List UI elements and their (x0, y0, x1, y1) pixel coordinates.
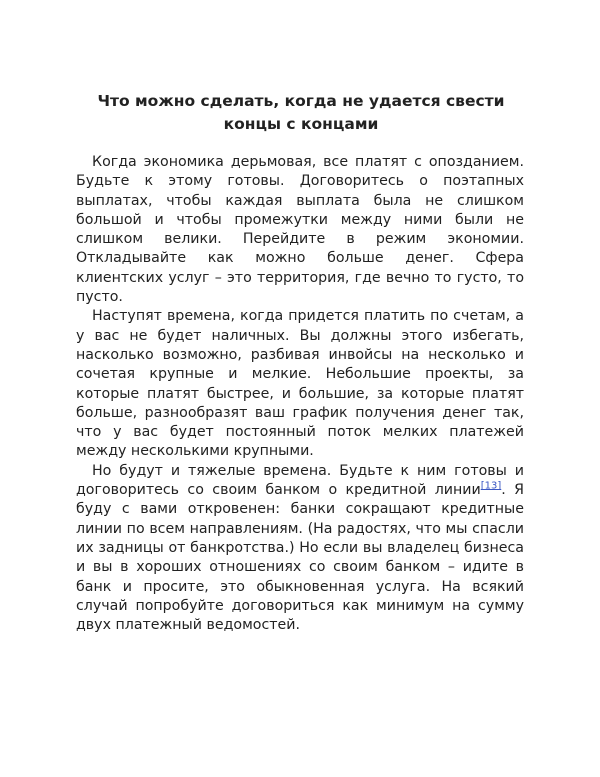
paragraph-3-text-before: Но будут и тяжелые времена. Будьте к ним готовы и договоритесь со своим банком о кредитной линии (76, 462, 524, 499)
document-body (76, 153, 524, 635)
section-title: Что можно сделать, когда не удается свести концы с концами (97, 92, 505, 133)
paragraph-3 (76, 462, 524, 636)
paragraph-1: Когда экономика дерьмовая, все платят с опозданием. Будьте к этому готовы. Договоритесь о поэтапных выплатах, чтобы каждая выплата была не слишком большой и чтобы промежутки между ними были не слишком велики. Перейдите в режим экономии. Откладывайте как можно больше денег. Сфера клиентских услуг – это территория, где вечно то густо, то пусто. (76, 154, 524, 306)
paragraph-3-text-after: . Я буду с вами откровенен: банки сокращают кредитные линии по всем направлениям. (На радостях, что мы спасли их задницы от банкротства.) Но если вы владелец бизнеса и вы в хороших отношениях со своим банком – идите в банк и просите, это обыкновенная услуга. На всякий случай попробуйте договориться как минимум на сумму двух платежный ведомостей. (76, 482, 524, 634)
footnote-link[interactable]: [13] (480, 480, 502, 492)
paragraph-2: Наступят времена, когда придется платить по счетам, а у вас не будет наличных. Вы должны этого избегать, насколько возможно, разбивая инвойсы на несколько и сочетая крупные и мелкие. Небольшие проекты, за которые платят быстрее, и большие, за которые платят больше, разнообразят ваш график получения денег так, что у вас будет постоянный поток мелких платежей между несколькими крупными. (76, 308, 524, 460)
